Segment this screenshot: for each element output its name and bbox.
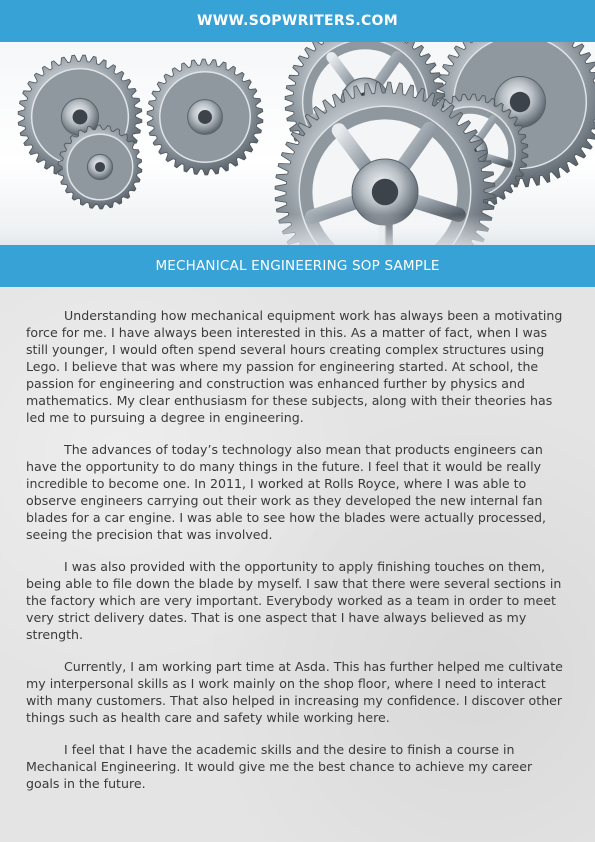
site-url[interactable]: WWW.SOPWRITERS.COM (197, 13, 398, 29)
title-bar (0, 245, 595, 287)
paragraph: I was also provided with the opportunity to apply finishing touches on them, being able to file down the blade by myself. I saw that there were several sections in the factory which are very important. Everybody worked as a team in order to meet very strict delivery dates. That is one aspect that I have always believed as my strength. (26, 559, 562, 642)
document-body (0, 287, 595, 842)
paragraph-list (0, 287, 595, 792)
paragraph: Understanding how mechanical equipment work has always been a motivating force for me. I have always been interested in this. As a matter of fact, when I was still younger, I would often spend several hours creating complex structures using Lego. I believe that was where my passion for engineering started. At school, the passion for engineering and construction was enhanced further by physics and mathematics. My clear enthusiasm for these subjects, along with their theories has led me to pursuing a degree in engineering. (26, 308, 563, 425)
paragraph: I feel that I have the academic skills and the desire to finish a course in Mechanical Engineering. It would give me the best chance to achieve my career goals in the future. (26, 742, 533, 791)
paragraph: Currently, I am working part time at Asda. This has further helped me cultivate my interpersonal skills as I work mainly on the shop floor, where I need to interact with many customers. That also helped in increasing my confidence. I discover other things such as health care and safety while working here. (26, 659, 563, 725)
hero-gears-image (0, 42, 595, 245)
paragraph: The advances of today’s technology also mean that products engineers can have the opportunity to do many things in the future. I feel that it would be really incredible to become one. In 2011, I worked at Rolls Royce, where I was able to observe engineers carrying out their work as they developed the new internal fan blades for a car engine. I was able to see how the blades were actually processed, seeing the precision that was involved. (26, 442, 547, 542)
page-title: MECHANICAL ENGINEERING SOP SAMPLE (155, 258, 440, 274)
gears-illustration (0, 42, 595, 245)
top-banner (0, 0, 595, 42)
